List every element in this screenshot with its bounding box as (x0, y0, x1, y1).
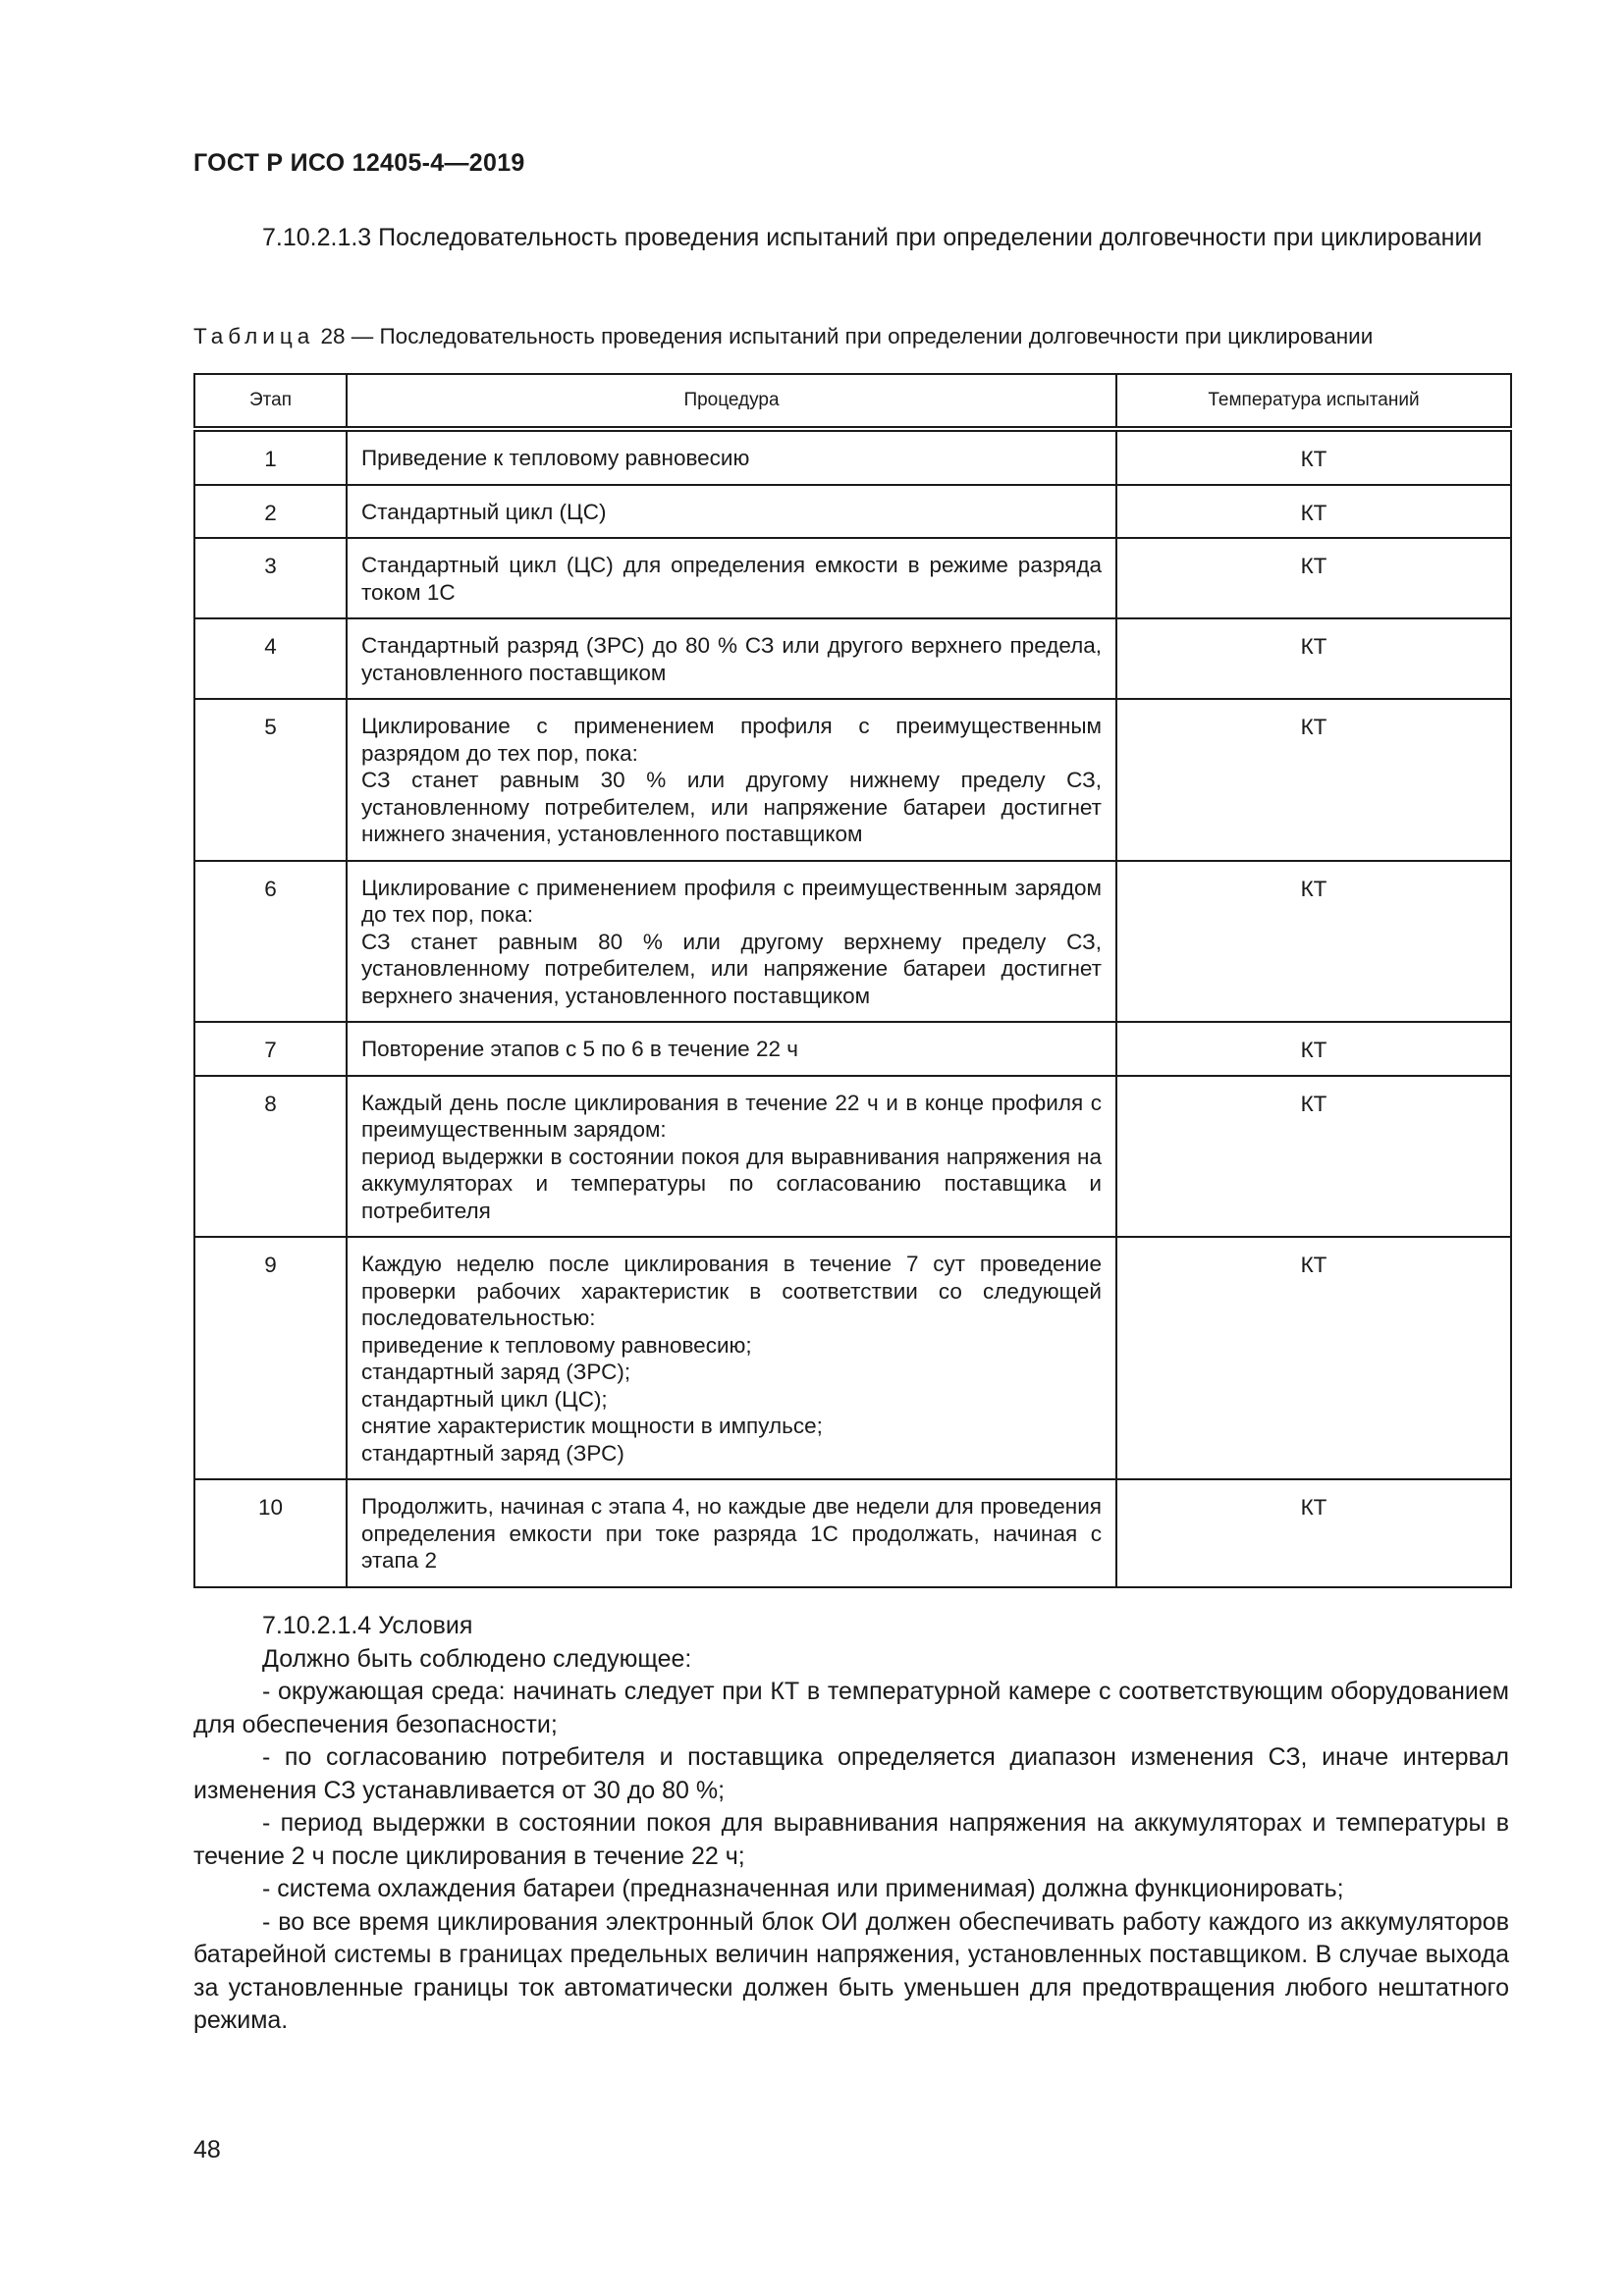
procedure-line: стандартный заряд (ЗРС); (361, 1360, 631, 1384)
procedure-line: Стандартный цикл (ЦС) (361, 499, 607, 524)
stage-cell: 6 (194, 861, 347, 1023)
stage-cell: 1 (194, 429, 347, 485)
table-row (194, 1022, 1511, 1076)
page-number: 48 (193, 2136, 221, 2163)
stage-cell: 7 (194, 1022, 347, 1076)
table-row (194, 618, 1511, 699)
procedure-cell (347, 1022, 1116, 1076)
temperature-cell: КТ (1116, 1076, 1511, 1238)
procedure-line: Стандартный цикл (ЦС) для определения емкости в режиме разряда током 1C (361, 553, 1102, 605)
stage-cell: 9 (194, 1237, 347, 1479)
condition-item: - период выдержки в состоянии покоя для выравнивания напряжения на аккумуляторах и температуры в течение 2 ч после циклирования в течение 22 ч; (193, 1809, 1509, 1870)
table-row (194, 1076, 1511, 1238)
test-sequence-table (193, 373, 1512, 1588)
procedure-line: Циклирование с применением профиля с преимущественным разрядом до тех пор, пока: (361, 714, 1102, 766)
section-title: 7.10.2.1.3 Последовательность проведения испытаний при определении долговечности при циклировании (262, 224, 1483, 251)
condition-item: - по согласованию потребителя и поставщика определяется диапазон изменения СЗ, иначе интервал изменения СЗ устанавливается от 30 до 80 %; (193, 1743, 1509, 1804)
conditions-intro: Должно быть соблюдено следующее: (262, 1644, 692, 1673)
procedure-line: Каждую неделю после циклирования в течение 7 сут проведение проверки рабочих характеристик в соответствии со следующей последовательностью: (361, 1252, 1102, 1330)
procedure-line: Продолжить, начиная с этапа 4, но каждые две недели для проведения определения емкости при токе разряда 1C продолжать, начиная с этапа 2 (361, 1494, 1102, 1573)
temperature-cell: КТ (1116, 1022, 1511, 1076)
temperature-cell: КТ (1116, 1479, 1511, 1587)
stage-cell: 5 (194, 699, 347, 861)
conditions-section (193, 1610, 1509, 2038)
temperature-cell: КТ (1116, 429, 1511, 485)
table-caption-label: Таблица (193, 324, 315, 348)
procedure-line: стандартный цикл (ЦС); (361, 1386, 608, 1412)
temperature-cell: КТ (1116, 538, 1511, 618)
procedure-cell (347, 485, 1116, 539)
stage-cell: 3 (194, 538, 347, 618)
table-row (194, 429, 1511, 485)
procedure-line: приведение к тепловому равновесию; (361, 1332, 752, 1358)
procedure-cell (347, 1237, 1116, 1479)
procedure-line: Стандартный разряд (ЗРС) до 80 % СЗ или другого верхнего предела, установленного поставщиком (361, 633, 1102, 685)
header-procedure: Процедура (347, 374, 1116, 429)
procedure-cell (347, 861, 1116, 1023)
procedure-line: снятие характеристик мощности в импульсе; (361, 1414, 823, 1438)
procedure-line: Каждый день после циклирования в течение 22 ч и в конце профиля с преимущественным зарядом: (361, 1090, 1102, 1142)
procedure-cell (347, 618, 1116, 699)
procedure-line: Приведение к тепловому равновесию (361, 446, 750, 470)
procedure-cell (347, 429, 1116, 485)
procedure-cell (347, 538, 1116, 618)
procedure-line: СЗ станет равным 30 % или другому нижнему пределу СЗ, установленному потребителем, или напряжение батареи достигнет нижнего значения, установленного поставщиком (361, 768, 1102, 846)
procedure-line: СЗ станет равным 80 % или другому верхнему пределу СЗ, установленному потребителем, или напряжение батареи достигнет верхнего значения, установленного поставщиком (361, 929, 1102, 1008)
table-row (194, 1479, 1511, 1587)
procedure-cell (347, 699, 1116, 861)
conditions-title: 7.10.2.1.4 Условия (262, 1612, 473, 1639)
table-header-row (194, 374, 1511, 429)
table-caption (193, 322, 1568, 351)
procedure-cell (347, 1076, 1116, 1238)
temperature-cell: КТ (1116, 1237, 1511, 1479)
condition-item: - система охлаждения батареи (предназначенная или применимая) должна функционировать; (262, 1875, 1344, 1902)
header-temperature: Температура испытаний (1116, 374, 1511, 429)
table-row (194, 1237, 1511, 1479)
procedure-line: период выдержки в состоянии покоя для выравнивания напряжения на аккумуляторах и температуры по согласованию поставщика и потребителя (361, 1144, 1102, 1223)
table-caption-text: 28 — Последовательность проведения испытаний при определении долговечности при циклировании (314, 324, 1374, 348)
temperature-cell: КТ (1116, 618, 1511, 699)
stage-cell: 2 (194, 485, 347, 539)
table-row (194, 699, 1511, 861)
stage-cell: 10 (194, 1479, 347, 1587)
document-header: ГОСТ Р ИСО 12405-4—2019 (193, 149, 525, 177)
procedure-cell (347, 1479, 1116, 1587)
procedure-line: Циклирование с применением профиля с преимущественным зарядом до тех пор, пока: (361, 875, 1102, 927)
procedure-line: Повторение этапов с 5 по 6 в течение 22 ч (361, 1037, 798, 1061)
stage-cell: 8 (194, 1076, 347, 1238)
temperature-cell: КТ (1116, 699, 1511, 861)
table-row (194, 861, 1511, 1023)
table-row (194, 538, 1511, 618)
temperature-cell: КТ (1116, 861, 1511, 1023)
stage-cell: 4 (194, 618, 347, 699)
procedure-line: стандартный заряд (ЗРС) (361, 1440, 624, 1466)
condition-item: - окружающая среда: начинать следует при КТ в температурной камере с соответствующим оборудованием для обеспечения безопасности; (193, 1678, 1509, 1738)
temperature-cell: КТ (1116, 485, 1511, 539)
header-stage: Этап (194, 374, 347, 429)
table-row (194, 485, 1511, 539)
condition-item: - во все время циклирования электронный блок ОИ должен обеспечивать работу каждого из аккумуляторов батарейной системы в границах предельных величин напряжения, установленных поставщиком. В случае выхода за установленные границы ток автоматически должен быть уменьшен для предотвращения любого нештатного режима. (193, 1907, 1509, 2034)
